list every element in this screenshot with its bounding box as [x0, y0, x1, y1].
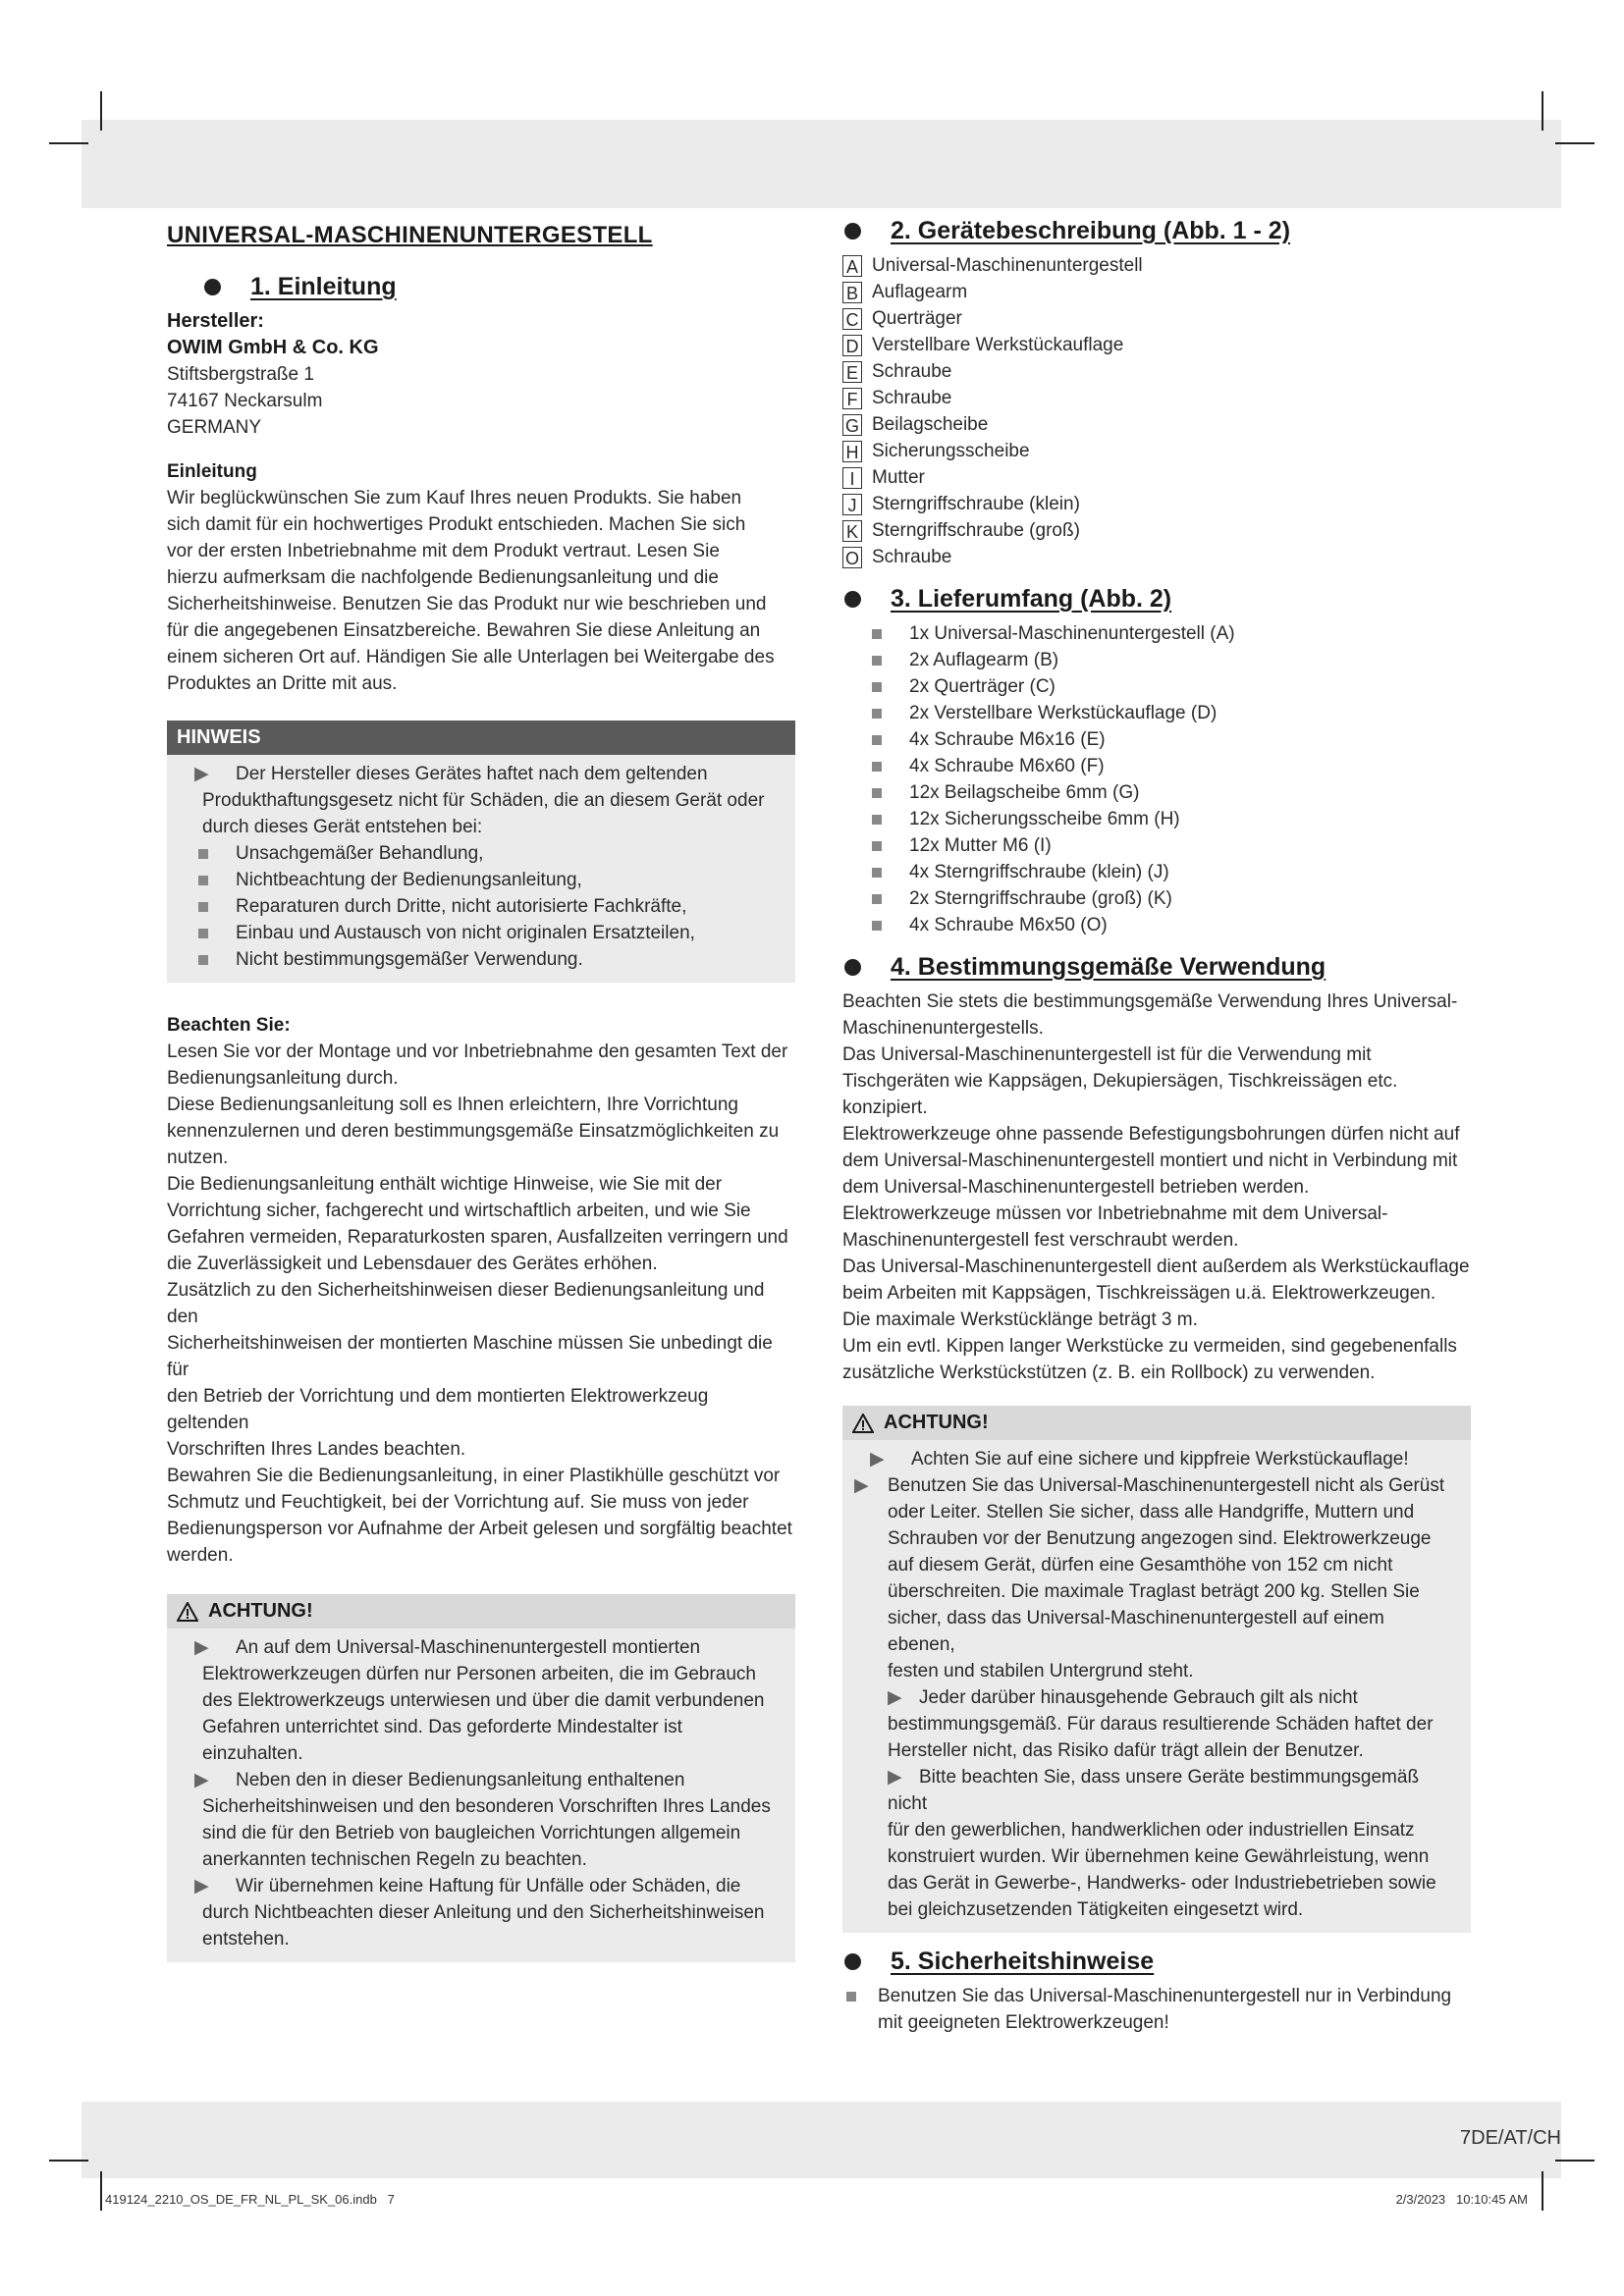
caution-header: [167, 1594, 795, 1629]
delivery-list: [842, 620, 1471, 938]
print-timestamp: 2/3/2023 10:10:45 AM: [1395, 2192, 1528, 2207]
notice-list-item: Nichtbeachtung der Bedienungsanleitung,: [194, 867, 776, 893]
section-heading-2: 2. Gerätebeschreibung (Abb. 1 - 2): [807, 218, 1471, 244]
crop-mark: [1542, 91, 1543, 131]
delivery-item: 4x Schraube M6x60 (F): [842, 753, 1471, 779]
square-bullet-icon: [846, 1992, 856, 2002]
manufacturer-label: Hersteller:: [167, 310, 264, 332]
part-item: F Schraube: [842, 385, 1471, 411]
section-heading-3: 3. Lieferumfang (Abb. 2): [807, 586, 1471, 613]
arrow-icon: ▶: [870, 1449, 885, 1469]
part-item: B Auflagearm: [842, 279, 1471, 305]
notice-line: Produkthaftungsgesetz nicht für Schäden, die an diesem Gerät oder: [202, 790, 765, 811]
square-bullet-icon: [872, 868, 882, 878]
caution-block: ▶ Wir übernehmen keine Haftung für Unfälle oder Schäden, die durch Nichtbeachten dieser Anleitung und den Sicherheitshinweisen entstehen.: [194, 1873, 776, 1952]
arrow-icon: ▶: [854, 1475, 869, 1496]
bullet-dot-icon: [844, 591, 861, 608]
bullet-dot-icon: [844, 959, 861, 976]
caution-box-right: [842, 1406, 1471, 1933]
crop-mark: [1555, 2160, 1595, 2162]
notice-arrow-item: ▶ Der Hersteller dieses Gerätes haftet nach dem geltenden: [194, 761, 776, 787]
safety-item: Benutzen Sie das Universal-Maschinenuntergestell nur in Verbindung mit geeigneten Elektrowerkzeugen!: [842, 1983, 1471, 2036]
intro-heading: Einleitung: [167, 461, 257, 482]
arrow-icon: ▶: [194, 1876, 209, 1896]
notice-label: HINWEIS: [167, 721, 795, 755]
square-bullet-icon: [872, 682, 882, 692]
caution-block: ▶ An auf dem Universal-Maschinenuntergestell montierten Elektrowerkzeugen dürfen nur Personen arbeiten, die im Gebrauch des Elektrowerkzeugs unterwiesen und über die damit verbundenen Gefahren unterrichtet sind. Das geforderte Mindestalter ist einzuhalten.: [194, 1634, 776, 1767]
caution-box: [167, 1594, 795, 1962]
arrow-icon: ▶: [194, 764, 209, 784]
notice-list-item: Nicht bestimmungsgemäßer Verwendung.: [194, 946, 776, 973]
crop-mark: [49, 2160, 88, 2162]
bullet-dot-icon: [844, 223, 861, 240]
part-item: I Mutter: [842, 464, 1471, 491]
arrow-icon: ▶: [194, 1770, 209, 1790]
notice-list-item: Unsachgemäßer Behandlung,: [194, 840, 776, 867]
square-bullet-icon: [872, 656, 882, 666]
square-bullet-icon: [872, 815, 882, 825]
page-number: 7DE/AT/CH: [1460, 2127, 1561, 2149]
footer-band: [81, 2102, 1561, 2178]
arrow-icon: ▶: [888, 1687, 902, 1708]
square-bullet-icon: [872, 788, 882, 798]
delivery-item: 2x Auflagearm (B): [842, 647, 1471, 673]
delivery-item: 2x Querträger (C): [842, 673, 1471, 700]
square-bullet-icon: [872, 841, 882, 851]
square-bullet-icon: [872, 894, 882, 904]
section-heading-4: 4. Bestimmungsgemäße Verwendung: [807, 954, 1471, 981]
section-heading-1: 1. Einleitung: [167, 274, 795, 300]
warning-triangle-icon: [852, 1414, 874, 1433]
delivery-item: 4x Schraube M6x50 (O): [842, 912, 1471, 938]
delivery-item: 2x Verstellbare Werkstückauflage (D): [842, 700, 1471, 726]
crop-mark: [1542, 2171, 1543, 2211]
right-column: [842, 218, 1471, 2036]
usage-paragraph: Beachten Sie stets die bestimmungsgemäße Verwendung Ihres Universal- Maschinenuntergestells. Das Universal-Maschinenuntergestell ist für die Verwendung mit Tischgeräten wie Kappsägen, Dekupiersägen, Tischkreissägen etc. konzipiert. Elektrowerkzeuge ohne passende Befestigungsbohrungen dürfen nicht auf dem Universal-Maschinenuntergestell montiert und nicht in Verbindung mit dem Universal-Maschinenuntergestell betrieben werden. Elektrowerkzeuge müssen vor Inbetriebnahme mit dem Universal- Maschinenuntergestell fest verschraubt werden. Das Universal-Maschinenuntergestell dient außerdem als Werkstückauflage beim Arbeiten mit Kappsägen, Tischkreissägen u.ä. Elektrowerkzeugen. Die maximale Werkstücklänge beträgt 3 m. Um ein evtl. Kippen langer Werkstücke zu vermeiden, sind gegebenenfalls zusätzliche Werkstückstützen (z. B. ein Rollbock) zu verwenden.: [842, 991, 1470, 1383]
delivery-item: 12x Mutter M6 (I): [842, 832, 1471, 859]
bullet-dot-icon: [204, 279, 221, 295]
square-bullet-icon: [198, 876, 208, 885]
part-item: K Sterngriffschraube (groß): [842, 517, 1471, 544]
header-band: [81, 120, 1561, 208]
crop-mark: [49, 142, 88, 144]
notice-list-item: Einbau und Austausch von nicht originalen Ersatzteilen,: [194, 920, 776, 946]
address-country: GERMANY: [167, 417, 262, 438]
square-bullet-icon: [872, 735, 882, 745]
square-bullet-icon: [872, 762, 882, 772]
crop-mark: [100, 91, 102, 131]
intro-paragraph: Wir beglückwünschen Sie zum Kauf Ihres neuen Produkts. Sie haben sich damit für ein hochwertiges Produkt entschieden. Machen Sie sich vor der ersten Inbetriebnahme mit dem Produkt vertraut. Lesen Sie hierzu aufmerksam die nachfolgende Bedienungsanleitung und die Sicherheitshinweise. Benutzen Sie das Produkt nur wie beschrieben und für die angegebenen Einsatzbereiche. Bewahren Sie diese Anleitung an einem sicheren Ort auf. Händigen Sie alle Unterlagen bei Weitergabe des Produktes an Dritte mit aus.: [167, 488, 775, 694]
caution-block: ▶ Achten Sie auf eine sichere und kippfreie Werkstückauflage!: [854, 1446, 1451, 1472]
warning-triangle-icon: [177, 1602, 198, 1622]
square-bullet-icon: [198, 929, 208, 938]
part-item: E Schraube: [842, 358, 1471, 385]
notice-line: durch dieses Gerät entstehen bei:: [202, 817, 483, 837]
arrow-icon: ▶: [888, 1767, 902, 1788]
part-item: G Beilagscheibe: [842, 411, 1471, 438]
square-bullet-icon: [872, 921, 882, 931]
caution-header: [842, 1406, 1471, 1440]
caution-block: ▶ Benutzen Sie das Universal-Maschinenuntergestell nicht als Gerüst oder Leiter. Stellen Sie sicher, dass alle Handgriffe, Muttern und Schrauben vor der Benutzung angezogen sind. Elektrowerkzeuge auf diesem Gerät, dürfen eine Gesamthöhe von 152 cm nicht überschreiten. Die maximale Traglast beträgt 200 kg. Stellen Sie sicher, dass das Universal-Maschinenuntergestell auf einem ebenen, festen und stabilen Untergrund steht.: [854, 1472, 1451, 1684]
parts-list: [842, 252, 1471, 570]
part-item: H Sicherungsscheibe: [842, 438, 1471, 464]
delivery-item: 4x Sterngriffschraube (klein) (J): [842, 859, 1471, 885]
delivery-item: 4x Schraube M6x16 (E): [842, 726, 1471, 753]
notice-list-item: Reparaturen durch Dritte, nicht autorisierte Fachkräfte,: [194, 893, 776, 920]
note-heading: Beachten Sie:: [167, 1015, 291, 1036]
address-street: Stiftsbergstraße 1: [167, 364, 314, 385]
part-item: O Schraube: [842, 544, 1471, 570]
square-bullet-icon: [872, 629, 882, 639]
section-heading-5: 5. Sicherheitshinweise: [807, 1949, 1471, 1975]
caution-block: ▶ Jeder darüber hinausgehende Gebrauch gilt als nicht bestimmungsgemäß. Für daraus resultierende Schäden haftet der Hersteller nicht, das Risiko dafür trägt allein der Benutzer.: [854, 1684, 1451, 1764]
address-city: 74167 Neckarsulm: [167, 391, 323, 411]
square-bullet-icon: [198, 902, 208, 912]
delivery-item: 12x Sicherungsscheibe 6mm (H): [842, 806, 1471, 832]
caution-block: ▶ Bitte beachten Sie, dass unsere Geräte bestimmungsgemäß nicht für den gewerblichen, handwerklichen oder industriellen Einsatz konstruiert wurden. Wir übernehmen keine Gewährleistung, wenn das Gerät in Gewerbe-, Handwerks- oder Industriebetrieben sowie bei gleichzusetzenden Tätigkeiten eingesetzt wird.: [854, 1764, 1451, 1923]
square-bullet-icon: [198, 955, 208, 965]
arrow-icon: ▶: [194, 1637, 209, 1658]
delivery-item: 2x Sterngriffschraube (groß) (K): [842, 885, 1471, 912]
file-slug: 419124_2210_OS_DE_FR_NL_PL_SK_06.indb 7: [105, 2192, 395, 2207]
part-item: C Querträger: [842, 305, 1471, 332]
left-column: [167, 218, 795, 1962]
crop-mark: [1555, 142, 1595, 144]
caution-label: ACHTUNG!: [208, 1600, 313, 1622]
delivery-item: 12x Beilagscheibe 6mm (G): [842, 779, 1471, 806]
part-item: J Sterngriffschraube (klein): [842, 491, 1471, 517]
crop-mark: [100, 2171, 102, 2211]
caution-label: ACHTUNG!: [884, 1412, 989, 1433]
document-title: UNIVERSAL-MASCHINENUNTERGESTELL: [167, 222, 653, 248]
notice-box: [167, 721, 795, 983]
delivery-item: 1x Universal-Maschinenuntergestell (A): [842, 620, 1471, 647]
part-item: D Verstellbare Werkstückauflage: [842, 332, 1471, 358]
square-bullet-icon: [872, 709, 882, 719]
part-item: A Universal-Maschinenuntergestell: [842, 252, 1471, 279]
note-paragraph: Lesen Sie vor der Montage und vor Inbetriebnahme den gesamten Text der Bedienungsanleitung durch. Diese Bedienungsanleitung soll es Ihnen erleichtern, Ihre Vorrichtung kennenzulernen und deren bestimmungsgemäße Einsatzmöglichkeiten zu nutzen. Die Bedienungsanleitung enthält wichtige Hinweise, wie Sie mit der Vorrichtung sicher, fachgerecht und wirtschaftlich arbeiten, und wie Sie Gefahren vermeiden, Reparaturkosten sparen, Ausfallzeiten verringern und die Zuverlässigkeit und Lebensdauer des Gerätes erhöhen. Zusätzlich zu den Sicherheitshinweisen dieser Bedienungsanleitung und den Sicherheitshinweisen der montierten Maschine müssen Sie unbedingt die für den Betrieb der Vorrichtung und dem montierten Elektrowerkzeug geltenden Vorschriften Ihres Landes beachten. Bewahren Sie die Bedienungsanleitung, in einer Plastikhülle geschützt vor Schmutz und Feuchtigkeit, bei der Vorrichtung auf. Sie muss von jeder Bedienungsperson vor Aufnahme der Arbeit gelesen und sorgfältig beachtet werden.: [167, 1041, 792, 1566]
company-name: OWIM GmbH & Co. KG: [167, 337, 379, 358]
caution-block: ▶ Neben den in dieser Bedienungsanleitung enthaltenen Sicherheitshinweisen und den besonderen Vorschriften Ihres Landes sind die für den Betrieb von baugleichen Vorrichtungen allgemein anerkannten technischen Regeln zu beachten.: [194, 1767, 776, 1873]
square-bullet-icon: [198, 849, 208, 859]
bullet-dot-icon: [844, 1953, 861, 1970]
